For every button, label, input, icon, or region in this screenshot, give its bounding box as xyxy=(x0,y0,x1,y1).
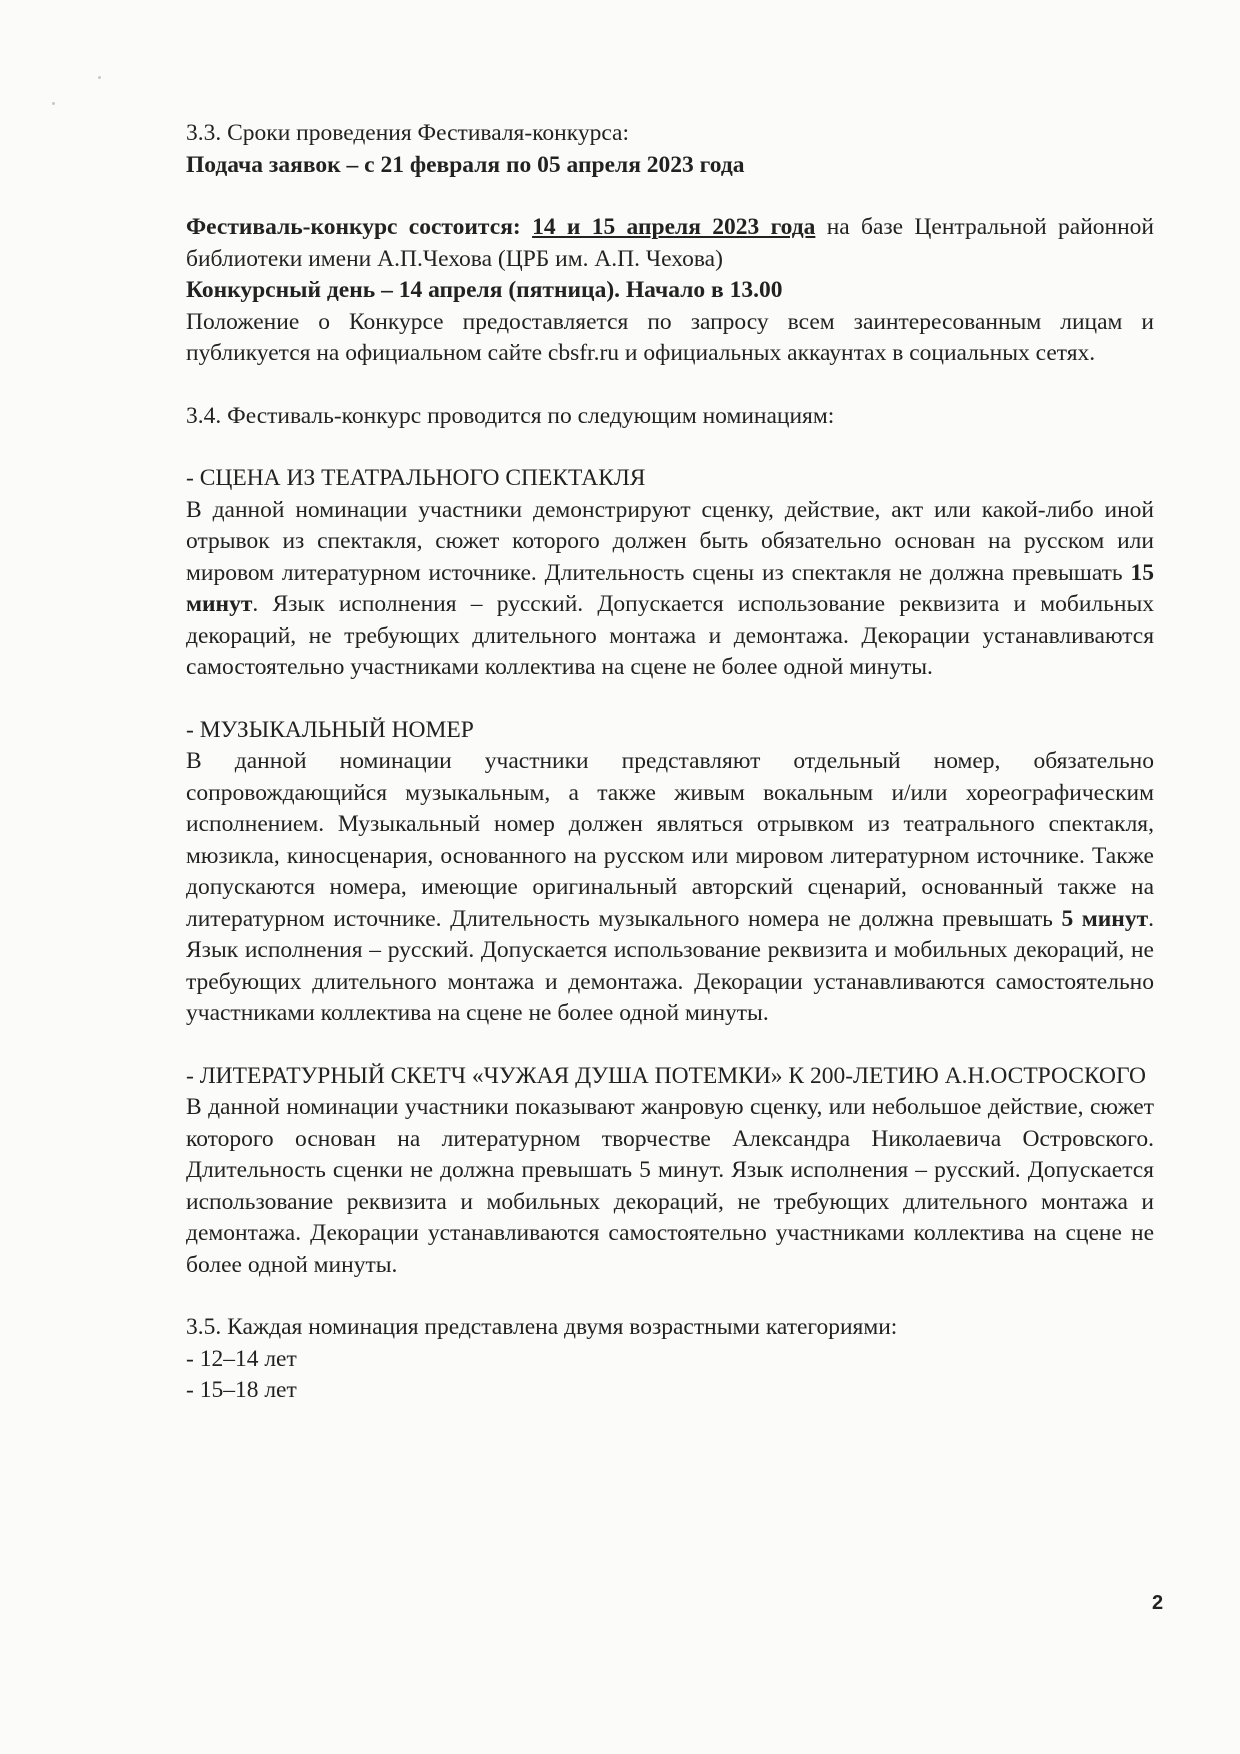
nomination-1-text-a: В данной номинации участники демонстрируют сценку, действие, акт или какой-либо иной отрывок из спектакля, сюжет которого должен быть обязательно основан на русском или мировом литературном источнике. Длительность сцены из спектакля не должна превышать xyxy=(186,496,1154,586)
nomination-2-title: - МУЗЫКАЛЬНЫЙ НОМЕР xyxy=(186,716,474,743)
paragraph-gap xyxy=(186,432,1154,463)
nomination-1-text-b: . Язык исполнения – русский. Допускается использование реквизита и мобильных декораций, не требующих длительного монтажа и демонтажа. Декорации устанавливаются самостоятельно участниками коллектива на сцене не более одной минуты. xyxy=(186,591,1154,680)
paragraph-gap xyxy=(186,1030,1154,1061)
competition-day: Конкурсный день – 14 апреля (пятница). Начало в 13.00 xyxy=(186,277,783,303)
scan-speck xyxy=(98,76,101,79)
nomination-2-text-a: В данной номинации участники представляют отдельный номер, обязательно сопровождающийся музыкальным, а также живым вокальным и/или хореографическим исполнением. Музыкальный номер должен являться отрывком из театрального спектакля, мюзикла, киносценария, основанного на русском или мировом литературном источнике. Также допускаются номера, имеющие оригинальный авторский сценарий, основанный также на литературном источнике. Длительность музыкального номера не должна превышать xyxy=(186,748,1154,932)
festival-dates: 14 и 15 апреля 2023 года xyxy=(532,214,816,240)
festival-venue-paragraph xyxy=(186,212,1154,275)
scan-speck xyxy=(52,102,55,105)
festival-venue: на базе Центральной районной библиотеки имени А.П.Чехова (ЦРБ им. А.П. Чехова) xyxy=(186,214,1155,272)
nomination-3-title: - ЛИТЕРАТУРНЫЙ СКЕТЧ «ЧУЖАЯ ДУША ПОТЕМКИ» К 200-ЛЕТИЮ А.Н.ОСТРОСКОГО xyxy=(186,1062,1147,1089)
section-3-4-heading: 3.4. Фестиваль-конкурс проводится по следующим номинациям: xyxy=(186,402,835,429)
applications-period: Подача заявок – с 21 февраля по 05 апреля 2023 года xyxy=(186,151,745,178)
document-body xyxy=(186,118,1154,1407)
nomination-1-duration: 15 минут xyxy=(186,559,1154,617)
paragraph-gap xyxy=(186,1281,1154,1312)
nomination-2-text-b: . Язык исполнения – русский. Допускается использование реквизита и мобильных декораций, не требующих длительного монтажа и демонтажа. Декорации устанавливаются самостоятельно участниками коллектива на сцене не более одной минуты. xyxy=(186,905,1154,1026)
section-3-3-heading: 3.3. Сроки проведения Фестиваля-конкурса: xyxy=(186,120,630,146)
paragraph-gap xyxy=(186,181,1154,212)
nomination-2-text xyxy=(186,746,1154,1030)
nomination-1-title: - СЦЕНА ИЗ ТЕАТРАЛЬНОГО СПЕКТАКЛЯ xyxy=(186,465,646,491)
nomination-2-duration: 5 минут xyxy=(1061,905,1149,932)
nomination-3-text: В данной номинации участники показывают жанровую сценку, или небольшое действие, сюжет которого основан на литературном творчестве Александра Николаевича Островского. Длительность сценки не должна превышать 5 минут. Язык исполнения – русский. Допускается использование реквизита и мобильных декораций, не требующих длительного монтажа и демонтажа. Декорации устанавливаются самостоятельно участниками коллектива на сцене не более одной минуты. xyxy=(186,1094,1154,1278)
regulation-paragraph: Положение о Конкурсе предоставляется по запросу всем заинтересованным лицам и публикуется на официальном сайте cbsfr.ru и официальных аккаунтах в социальных сетях. xyxy=(186,308,1154,366)
page-number: 2 xyxy=(1152,1592,1164,1614)
section-3-5-heading: 3.5. Каждая номинация представлена двумя возрастными категориями: xyxy=(186,1314,898,1340)
festival-lead: Фестиваль-конкурс состоится: xyxy=(186,214,521,240)
nomination-1-text xyxy=(186,495,1154,684)
paragraph-gap xyxy=(186,684,1154,715)
paragraph-gap xyxy=(186,370,1154,401)
age-category-1: - 12–14 лет xyxy=(186,1345,297,1372)
age-category-2: - 15–18 лет xyxy=(186,1377,297,1403)
